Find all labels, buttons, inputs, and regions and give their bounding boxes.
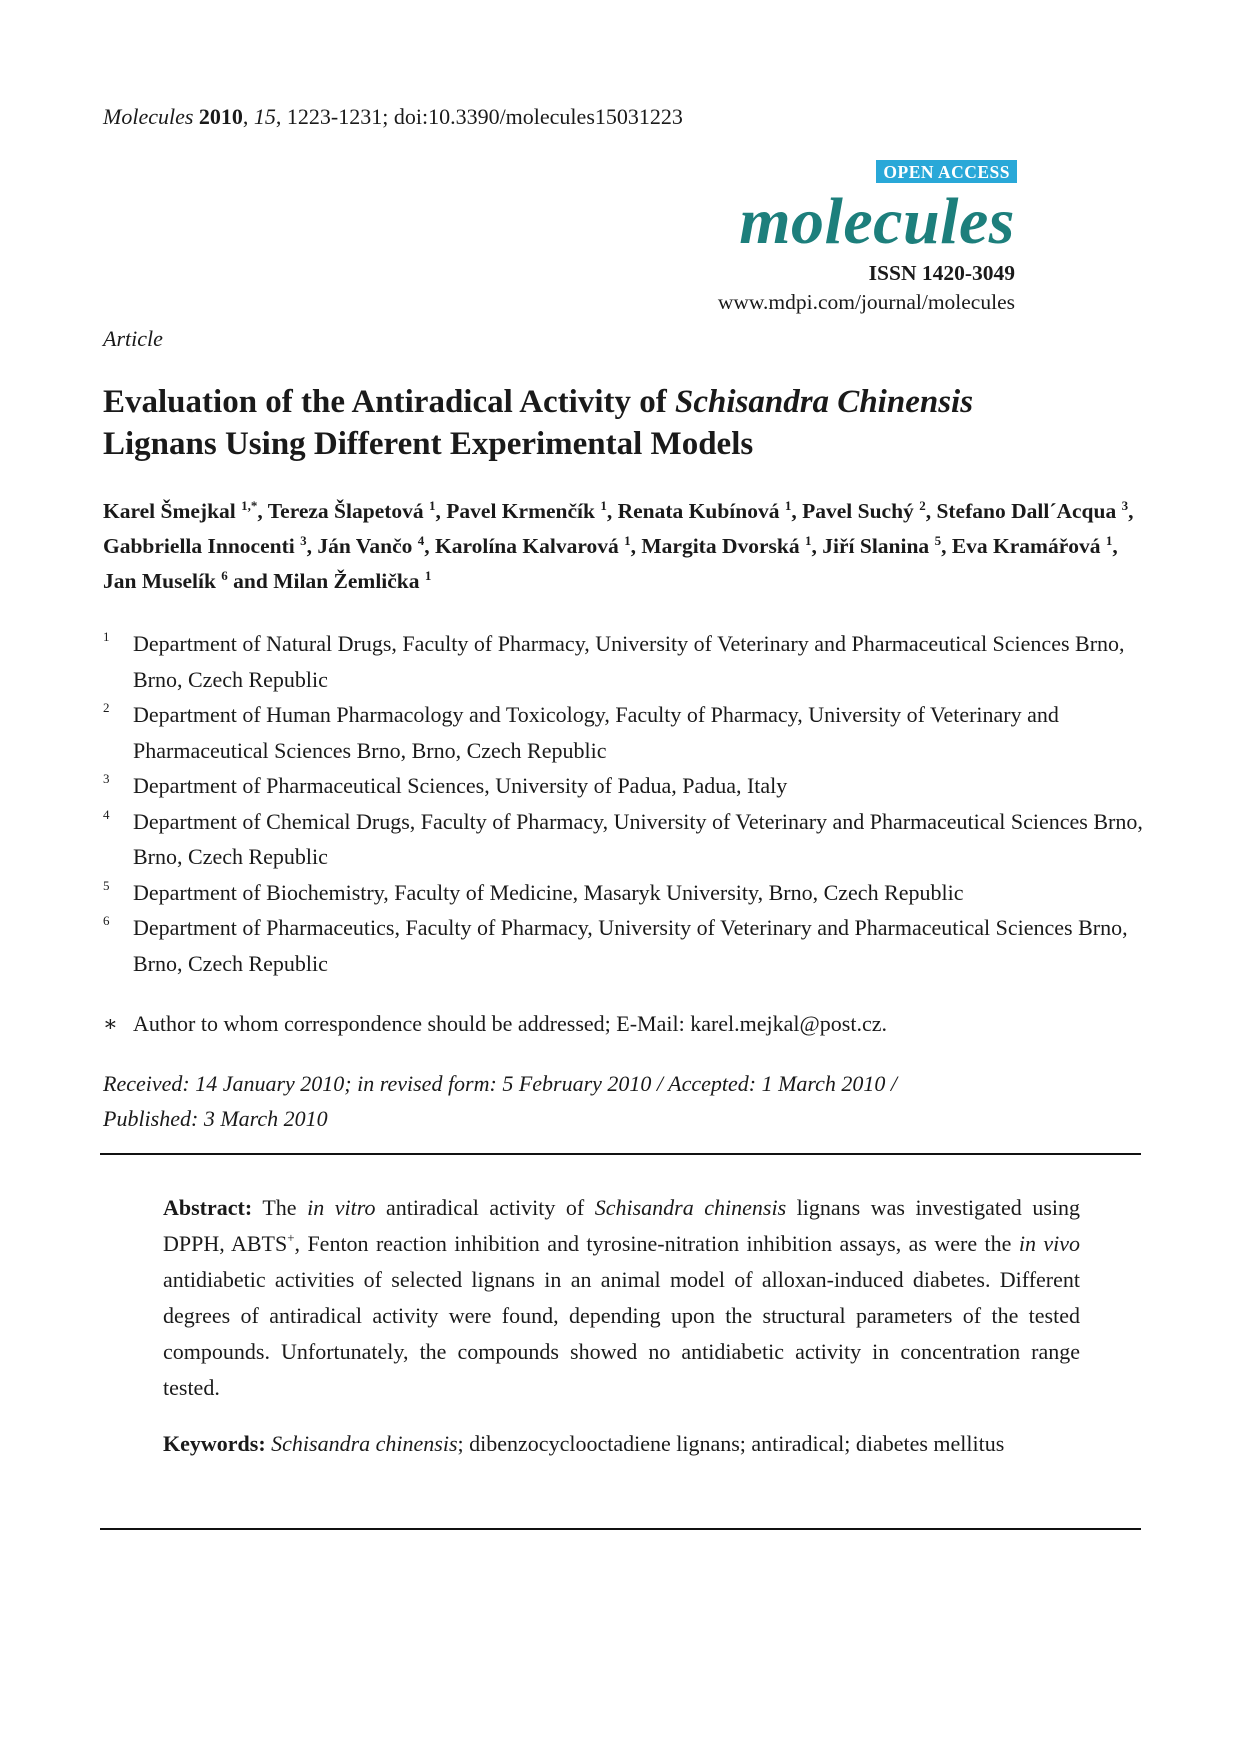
affiliation-item [103, 804, 1143, 875]
author-name: Renata Kubínová [617, 499, 780, 523]
author [822, 534, 941, 558]
author-name: Tereza Šlapetová [267, 499, 424, 523]
affiliation-text: Department of Chemical Drugs, Faculty of Pharmacy, University of Veterinary and Pharmaceutical Sciences Brno, Brno, Czech Republic [133, 808, 1143, 869]
affiliation-item [103, 626, 1143, 697]
affiliation-list [103, 626, 1143, 981]
keywords-label: Keywords: [163, 1431, 266, 1456]
author-affiliation-mark: 1 [424, 568, 432, 583]
author-name: Eva Kramářová [951, 534, 1101, 558]
abstract-text: , Fenton reaction inhibition and tyrosine-nitration inhibition assays, as were the [294, 1231, 1019, 1256]
author-affiliation-mark: 1 [1105, 533, 1113, 548]
affiliation-number: 3 [103, 771, 110, 786]
author-affiliation-mark: 1 [784, 498, 792, 513]
affiliation-number: 6 [103, 913, 110, 928]
author-name: Pavel Krmenčík [446, 499, 595, 523]
affiliation-text: Department of Human Pharmacology and Toxicology, Faculty of Pharmacy, University of Veterinary and Pharmaceutical Sciences Brno, Brno, Czech Republic [133, 702, 1059, 763]
citation-volume: 15 [253, 104, 276, 129]
author-name: Margita Dvorská [641, 534, 800, 558]
correspondence-star: ∗ [103, 1011, 118, 1036]
author-affiliation-mark: 2 [919, 498, 926, 513]
abstract-text: lignans was investigated using DPPH, ABTS [163, 1195, 1080, 1256]
affiliation-text: Department of Biochemistry, Faculty of Medicine, Masaryk University, Brno, Czech Republic [133, 879, 964, 905]
open-access-badge: OPEN ACCESS [876, 160, 1017, 183]
author-name: Stefano Dall´Acqua [936, 499, 1117, 523]
journal-url: www.mdpi.com/journal/molecules [717, 290, 1015, 314]
abstract [163, 1190, 1080, 1406]
citation-line: Molecules 2010, 15, 1223-1231; doi:10.3390/molecules15031223 [103, 104, 683, 129]
affiliation-number: 5 [103, 877, 110, 893]
author-name: Milan Žemlička [273, 569, 420, 593]
keywords [163, 1426, 1080, 1462]
author [641, 534, 811, 558]
author [268, 499, 436, 523]
title-part1: Evaluation of the Antiradical Activity of [103, 384, 675, 420]
author-name: Karel Šmejkal [103, 499, 236, 523]
author-name: Jiří Slanina [822, 534, 930, 558]
citation-journal: Molecules [103, 104, 194, 129]
author-name: Karolína Kalvarová [434, 534, 619, 558]
abstract-superscript: + [287, 1230, 295, 1245]
author-affiliation-mark: 3 [1121, 498, 1129, 513]
author-affiliation-mark: 6 [221, 568, 228, 583]
author-affiliation-mark: 5 [934, 533, 942, 548]
article-type: Article [103, 326, 163, 351]
dates-line-2: Published: 3 March 2010 [103, 1106, 328, 1131]
author [103, 534, 307, 558]
author [317, 534, 424, 558]
author-affiliation-mark: 4 [417, 533, 425, 548]
bottom-divider [100, 1528, 1141, 1530]
abstract-text: antidiabetic activities of selected lignans in an animal model of alloxan-induced diabetes. Different degrees of antiradical activity were found, depending upon the structural parameters of the tested compounds. Unfortunately, the compounds showed no antidiabetic activity in concentration range tested. [163, 1267, 1080, 1400]
author [435, 534, 631, 558]
affiliation-number: 1 [103, 629, 110, 644]
affiliation-item [103, 875, 1143, 911]
author-list: Karel Šmejkal $^{1,*}$, Tereza Šlapetová $^1$, Pavel Krmenčík $^1$, Renata Kubínová $^1$, Pavel Suchý $^2$, Stefano Dall´Acqua $^3$, Gabbriella Innocenti $^3$, Ján Vančo $^4$, Karolína Kalvarová $^1$, Margita Dvorská $^1$, Jiří Slanina $^5$, Eva Kramářová $^1$, Jan Muselík $^6$ and Milan Žemlička $^1$ [103, 498, 1134, 593]
correspondence-note [103, 1006, 1143, 1041]
keywords-text: ; dibenzocyclooctadiene lignans; antiradical; diabetes mellitus [457, 1431, 1005, 1456]
abstract-italic: in vitro [307, 1195, 376, 1220]
issn: ISSN 1420-3049 [868, 261, 1015, 285]
author-affiliation-mark: 1,* [241, 498, 258, 513]
citation-year: 2010 [198, 104, 243, 129]
author-affiliation-mark: 1 [600, 498, 607, 513]
top-divider [100, 1153, 1141, 1155]
affiliation-item [103, 697, 1143, 768]
author [618, 499, 792, 523]
affiliation-item [103, 910, 1143, 981]
author [802, 499, 926, 523]
author-name: Ján Vančo [317, 534, 413, 558]
affiliation-text: Department of Natural Drugs, Faculty of Pharmacy, University of Veterinary and Pharmaceutical Sciences Brno, Brno, Czech Republic [133, 631, 1125, 692]
paper-title [103, 381, 1153, 465]
author-name: Pavel Suchý [802, 499, 914, 523]
author [936, 499, 1128, 523]
author-affiliation-mark: 3 [300, 533, 307, 548]
journal-logo: molecules [739, 185, 1015, 258]
affiliation-text: Department of Pharmaceutical Sciences, University of Padua, Padua, Italy [133, 773, 788, 798]
affiliation-number: 4 [103, 806, 110, 822]
author [446, 499, 607, 523]
title-italic: Schisandra Chinensis [675, 384, 974, 420]
dates-line-1: Received: 14 January 2010; in revised form: 5 February 2010 / Accepted: 1 March 2010 / [103, 1071, 898, 1096]
author [103, 499, 257, 523]
publication-dates [103, 1066, 1143, 1136]
author-affiliation-mark: 1 [805, 533, 812, 548]
abstract-text: The [252, 1195, 308, 1220]
correspondence-text: Author to whom correspondence should be addressed; E-Mail: karel.mejkal@post.cz. [133, 1011, 887, 1036]
author-affiliation-mark: 1 [624, 533, 631, 548]
abstract-label: Abstract: [163, 1195, 253, 1220]
author [103, 569, 228, 593]
author-name: Jan Muselík [103, 569, 216, 593]
keywords-italic: Schisandra chinensis [271, 1431, 458, 1456]
affiliation-number: 2 [103, 700, 110, 715]
author-affiliation-mark: 1 [429, 498, 436, 513]
abstract-italic: in vivo [1018, 1231, 1080, 1256]
author [273, 569, 431, 593]
affiliation-text: Department of Pharmaceutics, Faculty of Pharmacy, University of Veterinary and Pharmaceutical Sciences Brno, Brno, Czech Republic [133, 915, 1128, 976]
author-name: Gabbriella Innocenti [103, 534, 295, 558]
abstract-text: antiradical activity of [375, 1195, 595, 1220]
abstract-italic: Schisandra chinensis [594, 1195, 787, 1220]
affiliation-item [103, 768, 1143, 804]
title-part2: Lignans Using Different Experimental Models [103, 426, 754, 462]
author [952, 534, 1113, 558]
citation-pages-doi: , 1223-1231; doi:10.3390/molecules15031223 [275, 104, 683, 129]
